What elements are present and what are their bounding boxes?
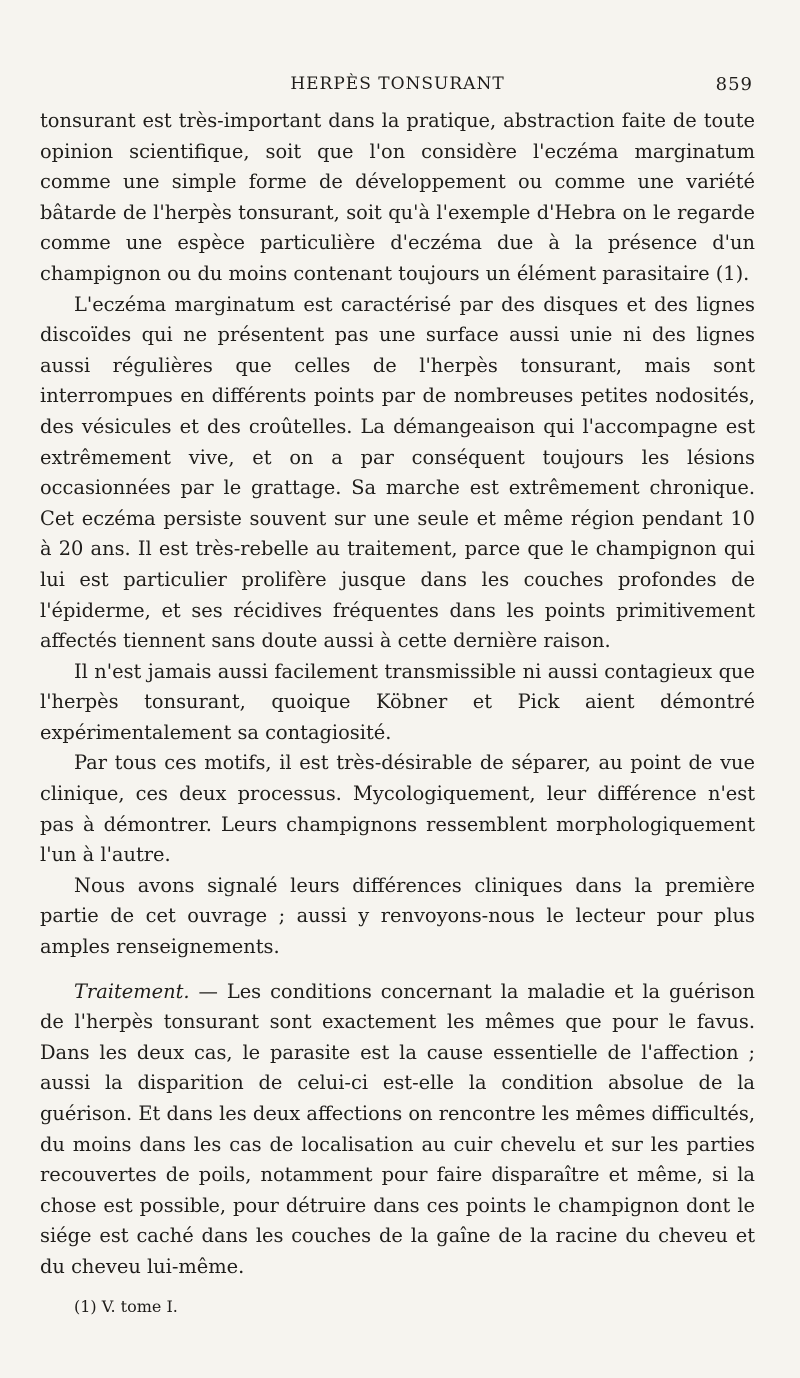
paragraph-continued: tonsurant est très-important dans la pratique, abstraction faite de toute opinion scientifique, soit que l'on considère l'eczéma marginatum comme une simple forme de développement ou comme une variété bâtarde de l'herpès tonsurant, soit qu'à l'exemple d'Hebra on le regarde comme une espèce particulière d'eczéma due à la présence d'un champignon ou du moins contenant toujours un élément parasitaire (1). xyxy=(40,109,755,285)
footnote: (1) V. tome I. xyxy=(74,1296,178,1316)
paragraph-eczema-description: L'eczéma marginatum est caractérisé par des disques et des lignes discoïdes qui ne présentent pas une surface aussi unie ni des lignes aussi régulières que celles de l'herpès tonsurant, mais sont interrompues en différents points par de nombreuses petites nodosités, des vésicules et des croûtelles. La démangeaison qui l'accompagne est extrêmement vive, et on a par conséquent toujours les lésions occasionnées par le grattage. Sa marche est extrêmement chronique. Cet eczéma persiste souvent sur une seule et même région pendant 10 à 20 ans. Il est très-rebelle au traitement, parce que le champignon qui lui est particulier prolifère jusque dans les couches profondes de l'épiderme, et ses récidives fréquentes dans les points primitivement affectés tiennent sans doute aussi à cette dernière raison. xyxy=(40,292,755,653)
running-title: HERPÈS TONSURANT xyxy=(290,74,505,94)
body-text xyxy=(40,106,755,1283)
treatment-label: Traitement. xyxy=(74,979,190,1003)
treatment-text: — Les conditions concernant la maladie et la guérison de l'herpès tonsurant sont exactement les mêmes que pour le favus. Dans les deux cas, le parasite est la cause essentielle de l'affection ; aussi la disparition de celui-ci est-elle la condition absolue de la guérison. Et dans les deux affections on rencontre les mêmes difficultés, du moins dans les cas de localisation au cuir chevelu et sur les parties recouvertes de poils, notamment pour faire disparaître et même, si la chose est possible, pour détruire dans ces points le champignon dont le siége est caché dans les couches de la gaîne de la racine du cheveu et du cheveu lui-même. xyxy=(40,979,755,1278)
paragraph-treatment xyxy=(40,977,755,1283)
paragraph-separation: Par tous ces motifs, il est très-désirable de séparer, au point de vue clinique, ces deux processus. Mycologiquement, leur différence n'est pas à démontrer. Leurs champignons ressemblent morphologiquement l'un à l'autre. xyxy=(40,751,755,867)
book-page xyxy=(40,70,755,1316)
page-number: 859 xyxy=(715,74,753,95)
paragraph-reference: Nous avons signalé leurs différences cliniques dans la première partie de cet ouvrage ; aussi y renvoyons-nous le lecteur pour plus amples renseignements. xyxy=(40,873,755,959)
running-header xyxy=(40,70,755,100)
paragraph-contagion: Il n'est jamais aussi facilement transmissible ni aussi contagieux que l'herpès tonsurant, quoique Köbner et Pick aient démontré expérimentalement sa contagiosité. xyxy=(40,659,755,744)
